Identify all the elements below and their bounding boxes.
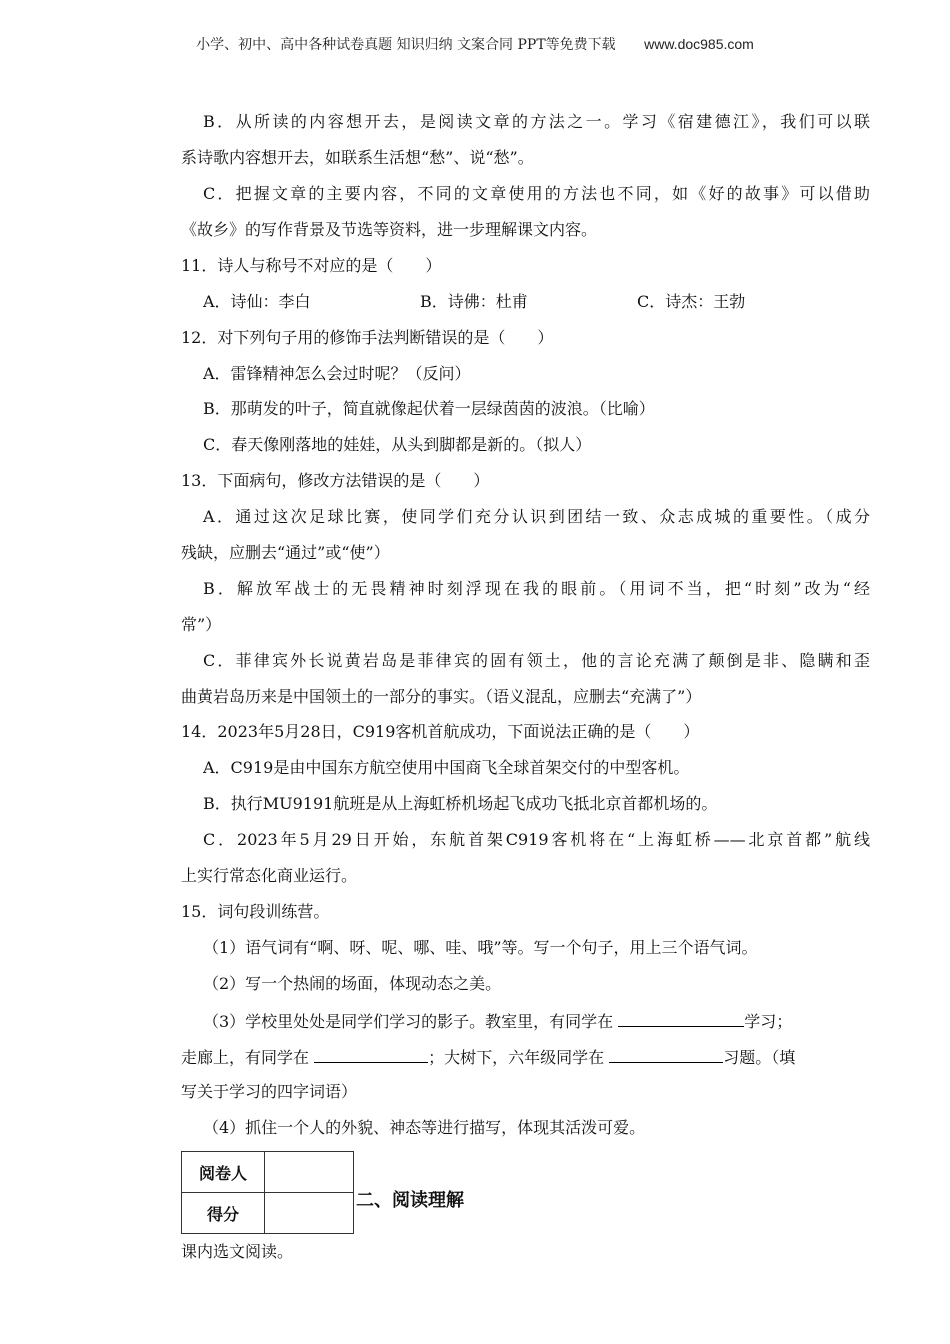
blank-classroom[interactable] — [618, 1010, 744, 1027]
q15-part3-text-d: ；大树下，六年级同学在 — [428, 1048, 610, 1067]
score-table — [181, 1151, 354, 1234]
q13-option-a-line1: A．通过这次足球比赛，使同学们充分认识到团结一致、众志成城的重要性。（成分 — [203, 507, 870, 526]
blank-corridor[interactable] — [314, 1046, 428, 1063]
q14-stem: 14．2023年5月28日，C919客机首航成功，下面说法正确的是（ ） — [181, 722, 700, 741]
option-c-line2: 《故乡》的写作背景及节选等资料，进一步理解课文内容。 — [181, 220, 598, 239]
score-cell[interactable] — [265, 1193, 354, 1234]
q12-stem: 12．对下列句子用的修饰手法判断错误的是（ ） — [181, 328, 554, 347]
q15-part3-line2 — [181, 1046, 795, 1068]
q13-option-c-line1: C．菲律宾外长说黄岩岛是菲律宾的固有领土，他的言论充满了颠倒是非、隐瞒和歪 — [203, 651, 870, 670]
q13-option-b-line2: 常”） — [181, 615, 222, 634]
q12-option-b: B．那萌发的叶子，简直就像起伏着一层绿茵茵的波浪。（比喻） — [203, 399, 655, 418]
q15-part3-text-a: （3）学校里处处是同学们学习的影子。教室里，有同学在 — [203, 1012, 619, 1031]
reviewer-cell[interactable] — [265, 1152, 354, 1193]
header-url[interactable]: www.doc985.com — [644, 36, 754, 52]
q14-option-b: B．执行MU9191航班是从上海虹桥机场起飞成功飞抵北京首都机场的。 — [203, 794, 718, 813]
q11-option-c: C．诗杰：王勃 — [637, 292, 746, 311]
page-header — [0, 34, 950, 54]
header-text: 小学、初中、高中各种试卷真题 知识归纳 文案合同 PPT等免费下载 — [196, 37, 616, 53]
score-label: 得分 — [182, 1193, 265, 1234]
q15-part3-text-e: 习题。（填 — [723, 1048, 796, 1067]
q15-part3-line1 — [203, 1010, 792, 1032]
q15-part1: （1）语气词有“啊、呀、呢、哪、哇、哦”等。写一个句子，用上三个语气词。 — [203, 938, 758, 957]
option-b-line1: B．从所读的内容想开去，是阅读文章的方法之一。学习《宿建德江》，我们可以联 — [203, 112, 870, 131]
q14-option-a: A．C919是由中国东方航空使用中国商飞全球首架交付的中型客机。 — [203, 758, 690, 777]
q15-part3-line3: 写关于学习的四字词语） — [181, 1082, 358, 1101]
q13-stem: 13．下面病句，修改方法错误的是（ ） — [181, 471, 490, 490]
option-b-line2: 系诗歌内容想开去，如联系生活想“愁”、说“愁”。 — [181, 148, 534, 167]
q15-stem: 15．词句段训练营。 — [181, 902, 330, 921]
option-c-line1: C．把握文章的主要内容，不同的文章使用的方法也不同，如《好的故事》可以借助 — [203, 184, 870, 203]
blank-tree[interactable] — [609, 1046, 723, 1063]
q11-option-a: A．诗仙：李白 — [203, 292, 311, 311]
q14-option-c-line1: C．2023年5月29日开始，东航首架C919客机将在“上海虹桥——北京首都”航线 — [203, 830, 870, 849]
section-title: 二、阅读理解 — [356, 1190, 464, 1211]
q15-part4: （4）抓住一个人的外貌、神态等进行描写，体现其活泼可爱。 — [203, 1118, 646, 1137]
q15-part3-text-b: 学习； — [744, 1012, 793, 1031]
q13-option-c-line2: 曲黄岩岛历来是中国领土的一部分的事实。（语义混乱，应删去“充满了”） — [181, 687, 702, 706]
reviewer-label: 阅卷人 — [182, 1152, 265, 1193]
q15-part3-text-c: 走廊上，有同学在 — [181, 1048, 315, 1067]
q12-option-c: C．春天像刚落地的娃娃，从头到脚都是新的。（拟人） — [203, 435, 592, 454]
q13-option-a-line2: 残缺，应删去“通过”或“使”） — [181, 543, 390, 562]
q12-option-a: A．雷锋精神怎么会过时呢？（反问） — [203, 364, 471, 383]
q14-option-c-line2: 上实行常态化商业运行。 — [181, 866, 358, 885]
q11-stem: 11．诗人与称号不对应的是（ ） — [181, 256, 442, 275]
section-intro: 课内选文阅读。 — [181, 1242, 294, 1261]
q15-part2: （2）写一个热闹的场面，体现动态之美。 — [203, 974, 502, 993]
q11-option-b: B．诗佛：杜甫 — [420, 292, 528, 311]
q13-option-b-line1: B．解放军战士的无畏精神时刻浮现在我的眼前。（用词不当，把“时刻”改为“经 — [203, 579, 870, 598]
